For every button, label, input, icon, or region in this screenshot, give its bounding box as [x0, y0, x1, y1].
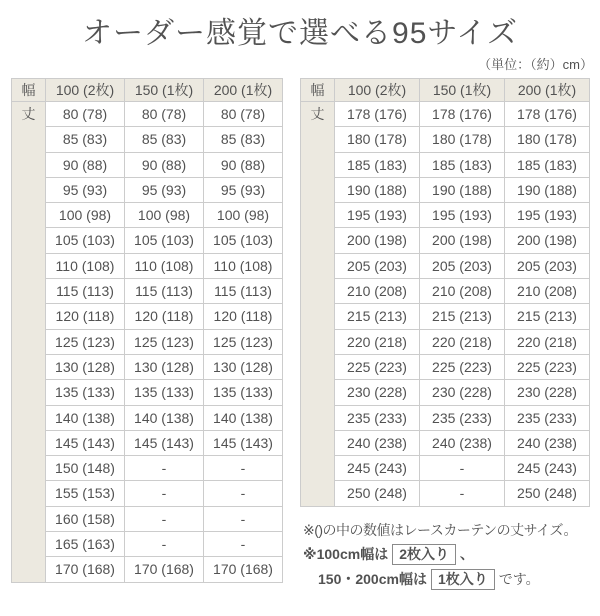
pieces-2-badge: 2枚入り	[392, 544, 456, 565]
size-cell: 205 (203)	[335, 253, 420, 278]
table-row	[12, 304, 283, 329]
size-cell: 110 (108)	[46, 253, 125, 278]
empty-size-cell: -	[125, 456, 204, 481]
size-cell: 90 (88)	[125, 152, 204, 177]
size-cell: 145 (143)	[46, 430, 125, 455]
size-cell: 140 (138)	[46, 405, 125, 430]
empty-size-cell: -	[125, 506, 204, 531]
table-row	[301, 177, 590, 202]
size-cell: 145 (143)	[125, 430, 204, 455]
table-row	[12, 405, 283, 430]
size-cell: 170 (168)	[46, 557, 125, 582]
table-row	[12, 127, 283, 152]
size-table-right	[300, 78, 590, 507]
height-label-cell: 丈	[12, 102, 46, 583]
table-row	[12, 253, 283, 278]
size-cell: 235 (233)	[335, 405, 420, 430]
size-cell: 178 (176)	[335, 102, 420, 127]
size-cell: 225 (223)	[505, 354, 590, 379]
header-row	[301, 79, 590, 102]
table-row	[301, 430, 590, 455]
size-cell: 225 (223)	[335, 354, 420, 379]
size-cell: 195 (193)	[505, 203, 590, 228]
table-row	[12, 532, 283, 557]
size-cell: 230 (228)	[420, 380, 505, 405]
size-cell: 170 (168)	[125, 557, 204, 582]
pieces-1-badge: 1枚入り	[431, 569, 495, 590]
table-row	[301, 405, 590, 430]
column-header-cell: 200 (1枚)	[204, 79, 283, 102]
size-cell: 225 (223)	[420, 354, 505, 379]
empty-size-cell: -	[420, 456, 505, 481]
column-header-cell: 150 (1枚)	[420, 79, 505, 102]
size-cell: 185 (183)	[505, 152, 590, 177]
notes	[303, 520, 590, 590]
note-100cm-width	[303, 544, 590, 565]
size-cell: 240 (238)	[335, 430, 420, 455]
size-cell: 115 (113)	[125, 279, 204, 304]
table-row	[12, 102, 283, 127]
note-100cm-prefix: ※100cm幅は	[303, 545, 389, 562]
size-cell: 115 (113)	[46, 279, 125, 304]
table-row	[301, 228, 590, 253]
size-cell: 125 (123)	[125, 329, 204, 354]
table-row	[301, 354, 590, 379]
table-row	[301, 481, 590, 506]
table-row	[12, 228, 283, 253]
column-header-cell: 100 (2枚)	[46, 79, 125, 102]
size-cell: 180 (178)	[420, 127, 505, 152]
table-row	[12, 177, 283, 202]
left-size-table-container	[11, 78, 283, 583]
table-row	[301, 253, 590, 278]
size-cell: 215 (213)	[335, 304, 420, 329]
empty-size-cell: -	[204, 506, 283, 531]
column-header-cell: 200 (1枚)	[505, 79, 590, 102]
size-cell: 100 (98)	[204, 203, 283, 228]
size-cell: 105 (103)	[125, 228, 204, 253]
table-row	[301, 279, 590, 304]
size-cell: 95 (93)	[204, 177, 283, 202]
size-cell: 178 (176)	[420, 102, 505, 127]
size-cell: 200 (198)	[505, 228, 590, 253]
table-row	[12, 152, 283, 177]
table-row	[12, 506, 283, 531]
size-cell: 195 (193)	[420, 203, 505, 228]
size-cell: 250 (248)	[335, 481, 420, 506]
table-row	[301, 102, 590, 127]
size-cell: 185 (183)	[420, 152, 505, 177]
size-cell: 90 (88)	[204, 152, 283, 177]
table-row	[12, 380, 283, 405]
table-row	[12, 456, 283, 481]
size-cell: 215 (213)	[420, 304, 505, 329]
size-cell: 160 (158)	[46, 506, 125, 531]
page-title: オーダー感覚で選べる95サイズ	[82, 17, 518, 50]
note-150-200-prefix: 150・200cm幅は	[318, 570, 427, 587]
size-cell: 240 (238)	[420, 430, 505, 455]
column-header-cell: 100 (2枚)	[335, 79, 420, 102]
size-cell: 170 (168)	[204, 557, 283, 582]
size-cell: 95 (93)	[46, 177, 125, 202]
size-cell: 215 (213)	[505, 304, 590, 329]
size-cell: 210 (208)	[420, 279, 505, 304]
size-cell: 250 (248)	[505, 481, 590, 506]
size-cell: 220 (218)	[505, 329, 590, 354]
empty-size-cell: -	[125, 481, 204, 506]
size-cell: 190 (188)	[335, 177, 420, 202]
page	[0, 16, 600, 590]
note-150-200cm-width	[318, 569, 590, 590]
size-cell: 180 (178)	[505, 127, 590, 152]
empty-size-cell: -	[125, 532, 204, 557]
size-cell: 95 (93)	[125, 177, 204, 202]
table-row	[12, 329, 283, 354]
size-cell: 178 (176)	[505, 102, 590, 127]
size-cell: 185 (183)	[335, 152, 420, 177]
size-cell: 230 (228)	[505, 380, 590, 405]
size-cell: 85 (83)	[204, 127, 283, 152]
size-cell: 135 (133)	[46, 380, 125, 405]
size-cell: 200 (198)	[335, 228, 420, 253]
size-tables	[11, 78, 600, 590]
table-row	[301, 456, 590, 481]
size-cell: 125 (123)	[46, 329, 125, 354]
table-row	[12, 354, 283, 379]
header-row	[12, 79, 283, 102]
size-cell: 85 (83)	[125, 127, 204, 152]
right-size-table-container	[300, 78, 590, 590]
size-table-left	[11, 78, 283, 583]
size-cell: 190 (188)	[420, 177, 505, 202]
size-cell: 220 (218)	[335, 329, 420, 354]
height-label-cell: 丈	[301, 102, 335, 507]
size-cell: 195 (193)	[335, 203, 420, 228]
table-row	[301, 127, 590, 152]
size-cell: 200 (198)	[420, 228, 505, 253]
table-row	[12, 430, 283, 455]
note-lace-size: ※()の中の数値はレースカーテンの丈サイズ。	[303, 521, 577, 538]
table-row	[12, 279, 283, 304]
table-row	[12, 203, 283, 228]
size-cell: 155 (153)	[46, 481, 125, 506]
size-cell: 245 (243)	[335, 456, 420, 481]
size-cell: 80 (78)	[125, 102, 204, 127]
size-cell: 120 (118)	[204, 304, 283, 329]
table-row	[12, 481, 283, 506]
column-header-cell: 150 (1枚)	[125, 79, 204, 102]
size-cell: 220 (218)	[420, 329, 505, 354]
size-cell: 130 (128)	[204, 354, 283, 379]
size-cell: 90 (88)	[46, 152, 125, 177]
size-cell: 100 (98)	[125, 203, 204, 228]
size-cell: 145 (143)	[204, 430, 283, 455]
size-cell: 100 (98)	[46, 203, 125, 228]
note-100cm-suffix: 、	[460, 545, 474, 562]
size-cell: 140 (138)	[204, 405, 283, 430]
size-cell: 205 (203)	[420, 253, 505, 278]
size-cell: 110 (108)	[204, 253, 283, 278]
size-cell: 120 (118)	[125, 304, 204, 329]
width-header-cell: 幅	[12, 79, 46, 102]
size-cell: 235 (233)	[505, 405, 590, 430]
size-cell: 120 (118)	[46, 304, 125, 329]
size-cell: 115 (113)	[204, 279, 283, 304]
note-150-200-suffix: です。	[498, 570, 540, 587]
size-cell: 210 (208)	[335, 279, 420, 304]
size-cell: 85 (83)	[46, 127, 125, 152]
table-row	[301, 152, 590, 177]
size-cell: 80 (78)	[46, 102, 125, 127]
size-cell: 125 (123)	[204, 329, 283, 354]
size-cell: 240 (238)	[505, 430, 590, 455]
unit-note: （単位：（約）cm）	[478, 57, 593, 72]
size-cell: 130 (128)	[46, 354, 125, 379]
size-cell: 235 (233)	[420, 405, 505, 430]
size-cell: 165 (163)	[46, 532, 125, 557]
empty-size-cell: -	[204, 456, 283, 481]
size-cell: 150 (148)	[46, 456, 125, 481]
table-row	[12, 557, 283, 582]
empty-size-cell: -	[204, 532, 283, 557]
size-cell: 130 (128)	[125, 354, 204, 379]
size-cell: 80 (78)	[204, 102, 283, 127]
table-row	[301, 329, 590, 354]
size-cell: 230 (228)	[335, 380, 420, 405]
size-cell: 110 (108)	[125, 253, 204, 278]
size-cell: 190 (188)	[505, 177, 590, 202]
size-cell: 135 (133)	[204, 380, 283, 405]
table-row	[301, 304, 590, 329]
size-cell: 205 (203)	[505, 253, 590, 278]
size-cell: 245 (243)	[505, 456, 590, 481]
size-cell: 210 (208)	[505, 279, 590, 304]
table-row	[301, 203, 590, 228]
size-cell: 180 (178)	[335, 127, 420, 152]
empty-size-cell: -	[204, 481, 283, 506]
empty-size-cell: -	[420, 481, 505, 506]
width-header-cell: 幅	[301, 79, 335, 102]
size-cell: 105 (103)	[46, 228, 125, 253]
size-cell: 135 (133)	[125, 380, 204, 405]
table-row	[301, 380, 590, 405]
size-cell: 105 (103)	[204, 228, 283, 253]
size-cell: 140 (138)	[125, 405, 204, 430]
